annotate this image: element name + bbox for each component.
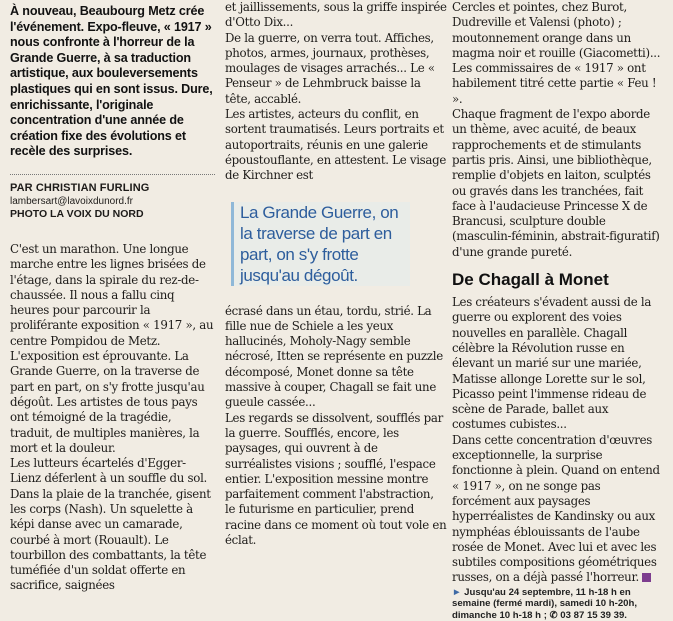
- paragraph: écrasé dans un étau, tordu, strié. La fille nue de Schiele a les yeux hallucinés, Moholy-Nagy semble nécrosé, Itten se représente en puzzle décomposé, Monet donne sa tête massive à couper, Chagall se fait une gueule cassée...: [225, 303, 443, 410]
- opening-hours: Jusqu'au 24 septembre, 11 h-18 h en semaine (fermé mardi), samedi 10 h-20h, dimanche 10 h-18 h ; ✆ 03 87 15 39 39.: [452, 586, 638, 621]
- paragraph: L'exposition est éprouvante. La Grande Guerre, on la traverse de part en part, on s'y frotte jusqu'au dégoût. Les artistes de tous pays ont témoigné de la tragédie, traduit, de multiples manières, la mort et la douleur.: [10, 349, 205, 455]
- practical-info: [452, 587, 662, 621]
- paragraph: et jaillissements, sous la griffe inspirée d'Otto Dix...: [225, 0, 447, 30]
- column-3: [452, 0, 662, 621]
- byline: [10, 182, 215, 220]
- paragraph: Cercles et pointes, chez Burot, Dudreville et Valensi (photo) ; moutonnement orange dans un magma noir et rouille (Giacometti)... Les commissaires de « 1917 » ont habilement titré cette partie « Feu ! ».: [452, 0, 661, 106]
- column-2: [225, 0, 447, 548]
- paragraph: Chaque fragment de l'expo aborde un thème, avec acuité, de beaux rapprochements et de stimulants partis pris. Ainsi, une bibliothèque, remplie d'objets en laiton, sculptés ou gravés dans les tranchées, fait face à l'audacieuse Princesse X de Brancusi, sculpture double (masculin-féminin, abstrait-figuratif) d'une grande pureté.: [452, 107, 660, 259]
- author-email[interactable]: lambersart@lavoixdunord.fr: [10, 195, 133, 207]
- end-of-article-icon: [642, 573, 651, 582]
- paragraph: De la guerre, on verra tout. Affiches, photos, armes, journaux, prothèses, moulages de visages arrachés... Le « Penseur » de Lehmbruck baisse la tête, accablé.: [225, 30, 435, 106]
- divider: [10, 174, 215, 175]
- body-col2-bottom: [225, 304, 447, 549]
- paragraph: Les créateurs s'évadent aussi de la guerre ou explorent des voies nouvelles en parallèle. Chagall célèbre la Révolution russe en élevant un marié sur une mariée, Matisse allonge Lorette sur le sol, Picasso peint l'immense rideau de scène de Parade, ballet aux costumes cubistes...: [452, 295, 652, 432]
- column-1: [10, 0, 215, 594]
- paragraph: Les lutteurs écartelés d'Egger-Lienz déferlent à un souffle du sol. Dans la plaie de la tranchée, gisent les corps (Nash). Un squelette à képi danse avec un camarade, courbé à mort (Rouault). Le tourbillon des combattants, la tête tuméfiée d'un soldat offerte en sacrifice, saignées: [10, 456, 211, 593]
- body-col3-top: [452, 0, 662, 260]
- paragraph: C'est un marathon. Une longue marche entre les lignes brisées de l'étage, dans la spirale du rez-de-chaussée. Il nous a fallu cinq heures pour parcourir la proliférante exposition « 1917 », au centre Pompidou de Metz.: [10, 241, 214, 348]
- author-name: PAR CHRISTIAN FURLING: [10, 181, 150, 194]
- paragraph: [452, 433, 662, 586]
- article-lead: À nouveau, Beaubourg Metz crée l'événement. Expo-fleuve, « 1917 » nous confronte à l'horreur de la Grande Guerre, à sa traduction artistique, aux bouleversements plastiques qui en sont issus. Dure, enrichissante, l'originale concentration d'une année de création fixe des évolutions et recèle des surprises.: [10, 4, 213, 159]
- paragraph: Les artistes, acteurs du conflit, en sortent traumatisés. Leurs portraits et autoportraits, réunis en une galerie époustouflante, en attestent. Le visage de Kirchner est: [225, 107, 447, 183]
- photo-credit: PHOTO LA VOIX DU NORD: [10, 207, 144, 220]
- closing-paragraph: Dans cette concentration d'œuvres exceptionnelle, la surprise fonctionne à plein. Quand on entend « 1917 », on ne songe pas forcément aux paysages hyperréalistes de Kandinsky ou aux nymphéas éblouissants de l'aube rosée de Monet. Avec lui et avec les subtiles compositions géométriques russes, on a déjà passé l'horreur.: [452, 432, 660, 585]
- body-col2-top: [225, 0, 447, 184]
- section-subhead: De Chagall à Monet: [452, 270, 609, 290]
- arrow-icon: ►: [452, 586, 462, 598]
- pull-quote: La Grande Guerre, on la traverse de part en part, on s'y frotte jusqu'au dégoût.: [231, 202, 410, 286]
- body-col3-bottom: [452, 295, 662, 586]
- paragraph: Les regards se dissolvent, soufflés par la guerre. Soufflés, encore, les paysages, qui ouvrent à de surréalistes visions ; soufflé, l'espace entier. L'exposition messine montre parfaitement comment l'abstraction, le futurisme en particulier, prend racine dans ce moment où tout vole en éclat.: [225, 410, 447, 548]
- body-col1: [10, 242, 215, 594]
